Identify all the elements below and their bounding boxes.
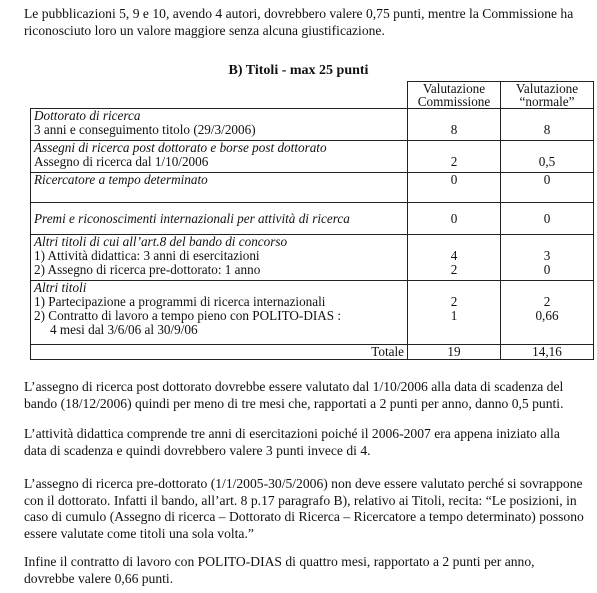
total-commissione: 19 — [408, 345, 501, 360]
header-normale-line1: Valutazione — [515, 81, 579, 96]
row-label-ricercatore — [31, 173, 408, 203]
row-category: Assegni di ricerca post dottorato e borse post dottorato — [34, 140, 327, 155]
paragraph-assegno-pre-dottorato: L’assegno di ricerca pre-dottorato (1/1/2005-30/5/2006) non deve essere valutato perché si sovrappone con il dottorato. Infatti il bando, all’art. 8 p.17 paragrafo B), relativo ai Titoli, recita: “Le posizioni, in caso di cumulo (Assegno di ricerca – Dottorato di Ricerca – Ricercatore a tempo determinato) possono essere valutate come titoli una sola volta.” — [24, 476, 584, 541]
value-commissione: 4 — [450, 248, 458, 263]
value-normale: 8 — [543, 122, 551, 137]
value-normale: 0,5 — [538, 154, 556, 169]
header-commissione-line2: Commissione — [417, 94, 491, 109]
total-row — [31, 345, 594, 360]
row-value-commissione — [408, 281, 501, 345]
total-normale: 14,16 — [501, 345, 594, 360]
row-category: Ricercatore a tempo determinato — [34, 172, 208, 187]
value-normale: 3 — [543, 248, 551, 263]
value-commissione: 0 — [450, 210, 458, 226]
row-label-assegni — [31, 141, 408, 173]
header-normale-line2: “normale” — [519, 94, 575, 109]
table-row — [31, 109, 594, 141]
value-commissione: 2 — [450, 294, 458, 309]
header-normale — [501, 82, 594, 109]
row-value-commissione — [408, 203, 501, 235]
row-value-normale — [501, 203, 594, 235]
row-category: Altri titoli di cui all’art.8 del bando di concorso — [34, 234, 288, 249]
paragraph-assegno-post-dottorato: L’assegno di ricerca post dottorato dovrebbe essere valutato dal 1/10/2006 alla data di scadenza del bando (18/12/2006) quindi per meno di tre mesi che, rapportati a 2 punti per anno, danno 0,5 punti. — [24, 379, 564, 411]
row-label-altri-titoli — [31, 281, 408, 345]
row-value-normale — [501, 141, 594, 173]
row-label-dottorato — [31, 109, 408, 141]
row-category: Dottorato di ricerca — [34, 108, 141, 123]
value-commissione: 8 — [450, 122, 458, 137]
row-label-premi — [31, 203, 408, 235]
header-empty-cell — [31, 82, 408, 109]
table-row — [31, 173, 594, 203]
value-commissione: 2 — [450, 154, 458, 169]
header-commissione — [408, 82, 501, 109]
table-row — [31, 235, 594, 281]
table-row — [31, 281, 594, 345]
row-detail: Assegno di ricerca dal 1/10/2006 — [34, 154, 209, 169]
value-commissione: 2 — [450, 262, 458, 277]
paragraph-attivita-didattica: L’attività didattica comprende tre anni di esercitazioni poiché il 2006-2007 era appena iniziato alla data di scadenza e quindi dovrebbero valere 3 punti invece di 4. — [24, 426, 560, 458]
row-label-altri-art8 — [31, 235, 408, 281]
row-detail: 1) Partecipazione a programmi di ricerca internazionali — [34, 294, 326, 309]
titoli-table — [30, 81, 594, 360]
row-detail: 3 anni e conseguimento titolo (29/3/2006) — [34, 122, 256, 137]
row-value-normale — [501, 109, 594, 141]
value-commissione: 0 — [450, 172, 458, 187]
paragraph-contratto-polito-dias: Infine il contratto di lavoro con POLITO-DIAS di quattro mesi, rapportato a 2 punti per anno, dovrebbe valere 0,66 punti. — [24, 554, 535, 586]
row-value-normale — [501, 173, 594, 203]
row-value-commissione — [408, 109, 501, 141]
row-detail: 1) Attività didattica: 3 anni di esercitazioni — [34, 248, 260, 263]
row-detail: 2) Assegno di ricerca pre-dottorato: 1 anno — [34, 262, 261, 277]
row-value-commissione — [408, 235, 501, 281]
value-normale: 0 — [543, 262, 551, 277]
table-row — [31, 141, 594, 173]
row-detail: 4 mesi dal 3/6/06 al 30/9/06 — [50, 322, 198, 337]
value-normale: 2 — [543, 294, 551, 309]
total-label: Totale — [31, 345, 408, 360]
row-value-normale — [501, 281, 594, 345]
header-commissione-line1: Valutazione — [422, 81, 486, 96]
row-detail: 2) Contratto di lavoro a tempo pieno con POLITO-DIAS : — [34, 308, 342, 323]
value-normale: 0 — [543, 172, 551, 187]
intro-paragraph: Le pubblicazioni 5, 9 e 10, avendo 4 autori, dovrebbero valere 0,75 punti, mentre la Commissione ha riconosciuto loro un valore maggiore senza alcuna giustificazione. — [24, 6, 574, 38]
table-header-row — [31, 82, 594, 109]
value-normale: 0 — [543, 210, 551, 226]
value-normale: 0,66 — [535, 308, 559, 323]
row-value-commissione — [408, 173, 501, 203]
section-title: B) Titoli - max 25 punti — [228, 63, 369, 78]
row-value-commissione — [408, 141, 501, 173]
value-commissione: 1 — [450, 308, 458, 323]
row-value-normale — [501, 235, 594, 281]
row-category: Altri titoli — [34, 280, 87, 295]
row-category: Premi e riconoscimenti internazionali per attività di ricerca — [34, 210, 350, 226]
table-row — [31, 203, 594, 235]
